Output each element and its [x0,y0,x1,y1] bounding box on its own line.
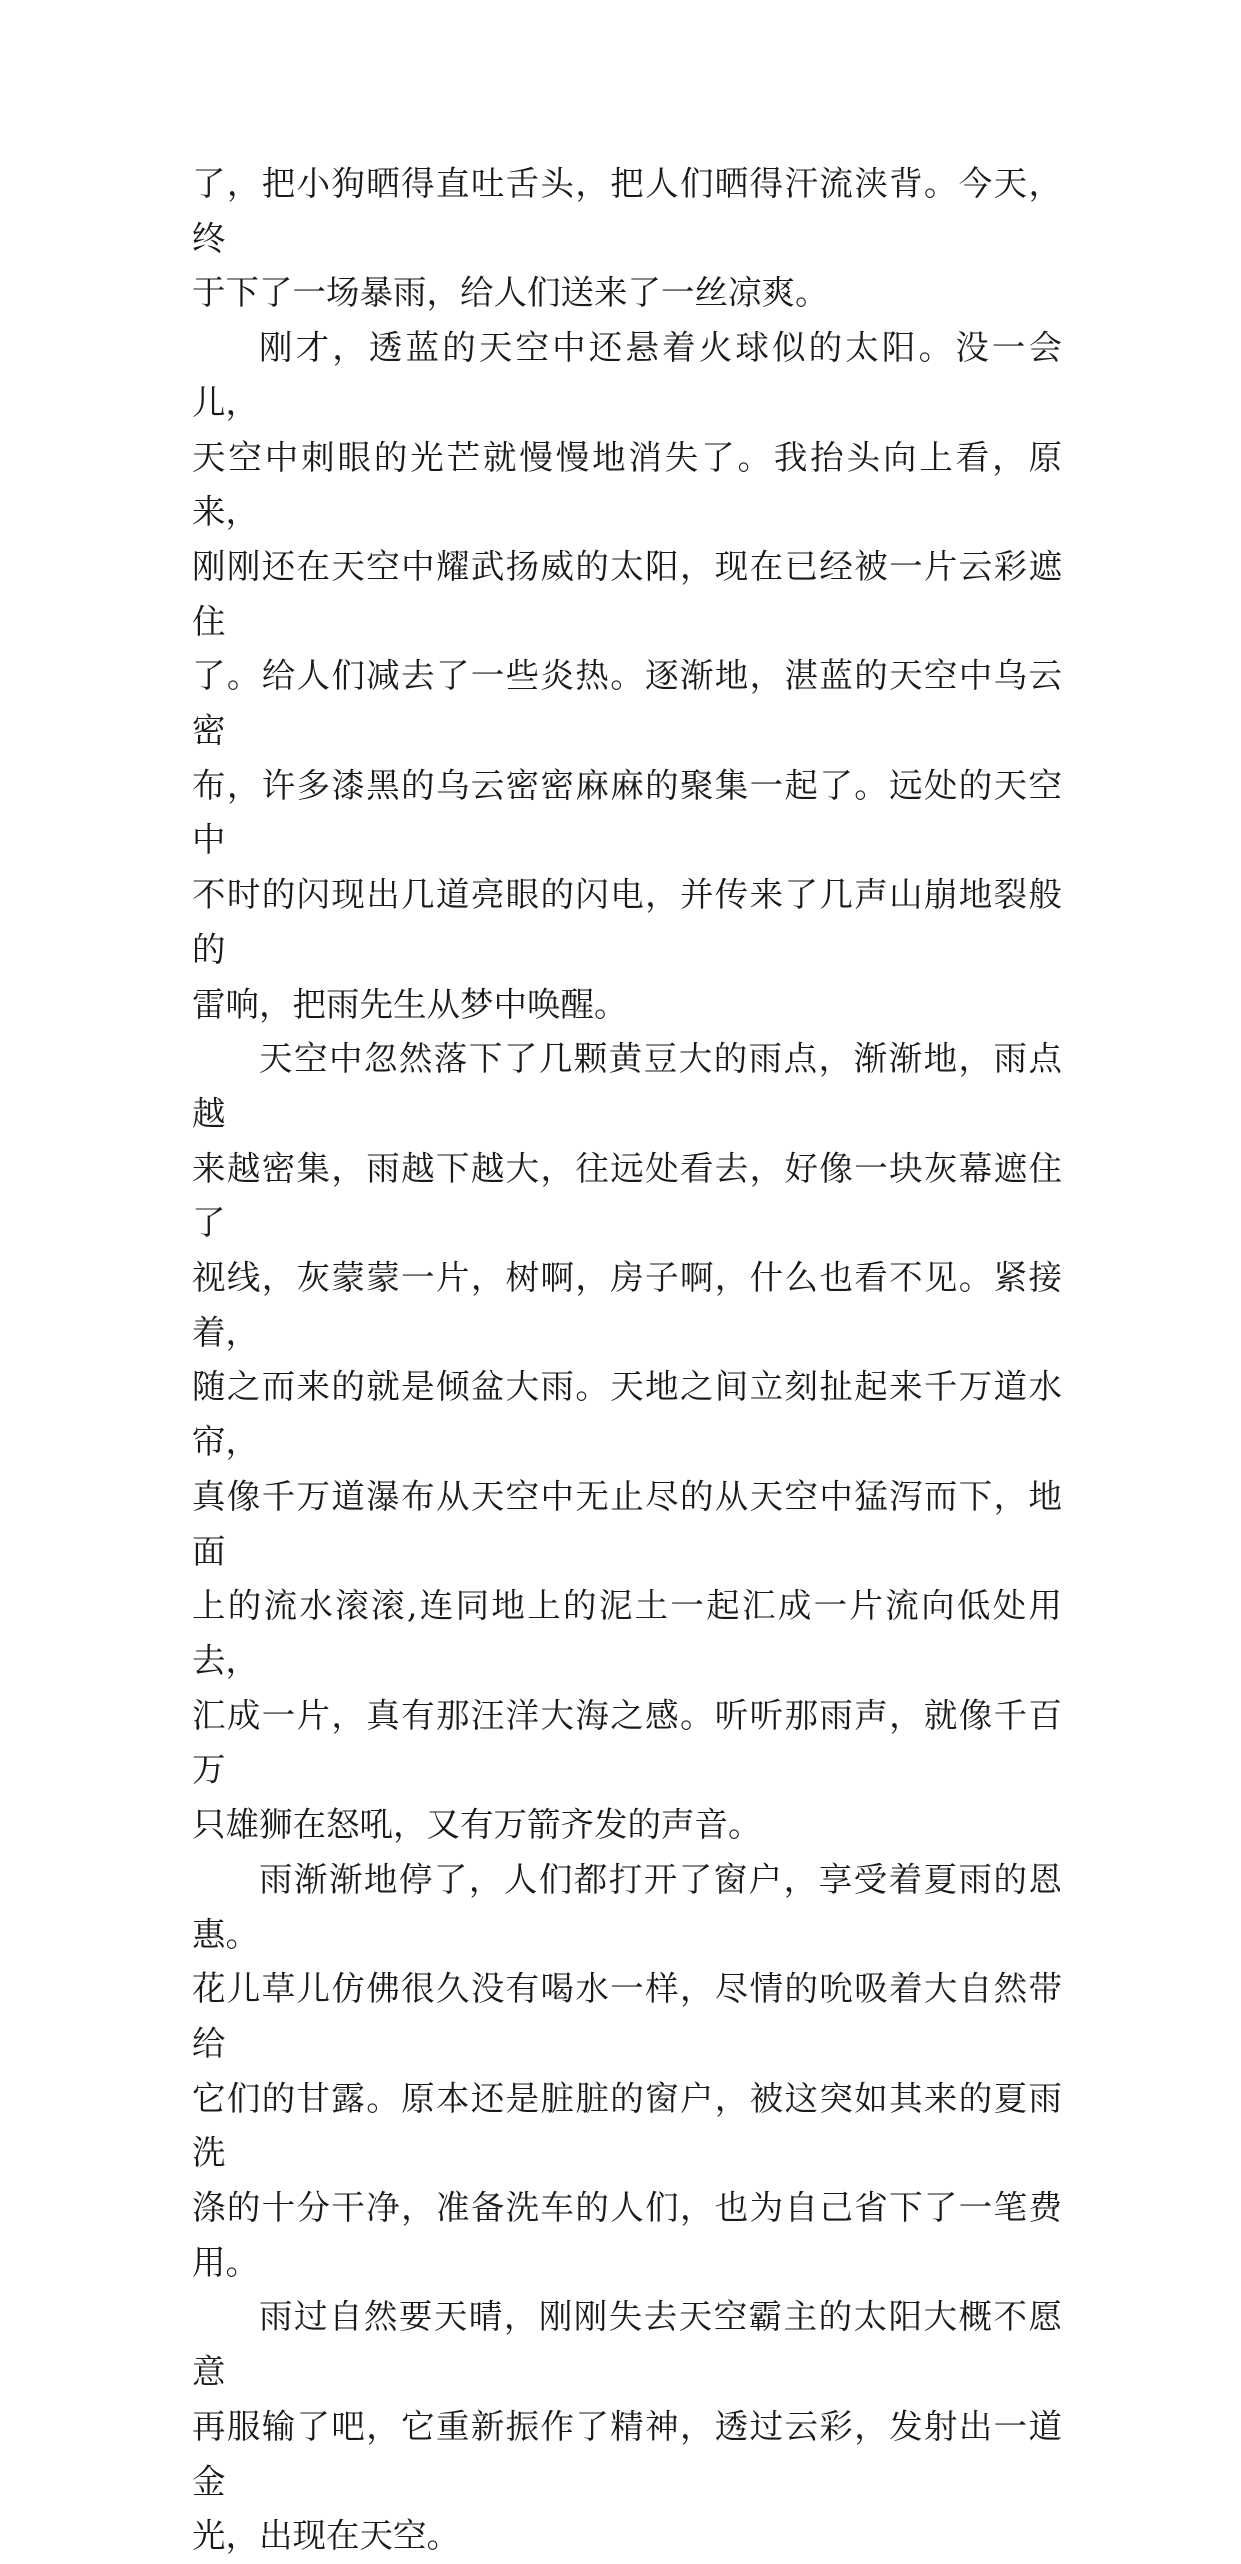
text-line: 随之而来的就是倾盆大雨。天地之间立刻扯起来千万道水帘， [192,1367,1062,1462]
text-line: 天空中忽然落下了几颗黄豆大的雨点，渐渐地，雨点越 [192,1039,1062,1133]
text-line: 刚才，透蓝的天空中还悬着火球似的太阳。没一会儿， [192,328,1062,422]
paragraph-sunshine [192,2290,1062,2564]
text-line: 只雄狮在怒吼，又有万箭齐发的声音。 [192,1805,762,1845]
paragraph-rain-stops [192,1853,1062,2291]
text-line: 天空中刺眼的光芒就慢慢地消失了。我抬头向上看，原来， [192,437,1062,532]
document-body [192,157,1062,2564]
paragraph-continued [192,157,1062,321]
text-line: 汇成一片，真有那汪洋大海之感。听听那雨声，就像千百万 [192,1695,1062,1790]
text-line: 视线，灰蒙蒙一片，树啊，房子啊，什么也看不见。紧接着， [192,1258,1062,1352]
text-line: 来越密集，雨越下越大，往远处看去，好像一块灰幕遮住了 [192,1148,1062,1243]
text-line: 雨渐渐地停了，人们都打开了窗户，享受着夏雨的恩惠。 [192,1859,1062,1954]
text-line: 真像千万道瀑布从天空中无止尽的从天空中猛泻而下，地面 [192,1476,1062,1571]
text-line: 于下了一场暴雨，给人们送来了一丝凉爽。 [192,273,829,313]
paragraph-sun-hidden [192,321,1062,1032]
text-line: 涤的十分干净，准备洗车的人们，也为自己省下了一笔费用。 [192,2188,1062,2282]
text-line: 不时的闪现出几道亮眼的闪电，并传来了几声山崩地裂般的 [192,875,1062,969]
text-line: 刚刚还在天空中耀武扬威的太阳，现在已经被一片云彩遮住 [192,546,1062,641]
text-line: 雷响，把雨先生从梦中唤醒。 [192,984,628,1024]
text-line: 了。给人们减去了一些炎热。逐渐地，湛蓝的天空中乌云密 [192,656,1062,751]
text-line: 雨过自然要天晴，刚刚失去天空霸主的太阳大概不愿意 [192,2297,1062,2392]
text-line: 布，许多漆黑的乌云密密麻麻的聚集一起了。远处的天空中 [192,765,1062,860]
text-line: 光，出现在天空。 [192,2516,460,2556]
text-line: 了，把小狗晒得直吐舌头，把人们晒得汗流浃背。今天，终 [192,164,1062,258]
text-line: 它们的甘露。原本还是脏脏的窗户，被这突如其来的夏雨洗 [192,2078,1062,2173]
text-line: 上的流水滚滚,连同地上的泥土一起汇成一片流向低处用去， [192,1586,1062,1680]
paragraph-downpour [192,1032,1062,1853]
text-line: 再服输了吧，它重新振作了精神，透过云彩，发射出一道金 [192,2406,1062,2501]
text-line: 花儿草儿仿佛很久没有喝水一样，尽情的吮吸着大自然带给 [192,1969,1062,2063]
